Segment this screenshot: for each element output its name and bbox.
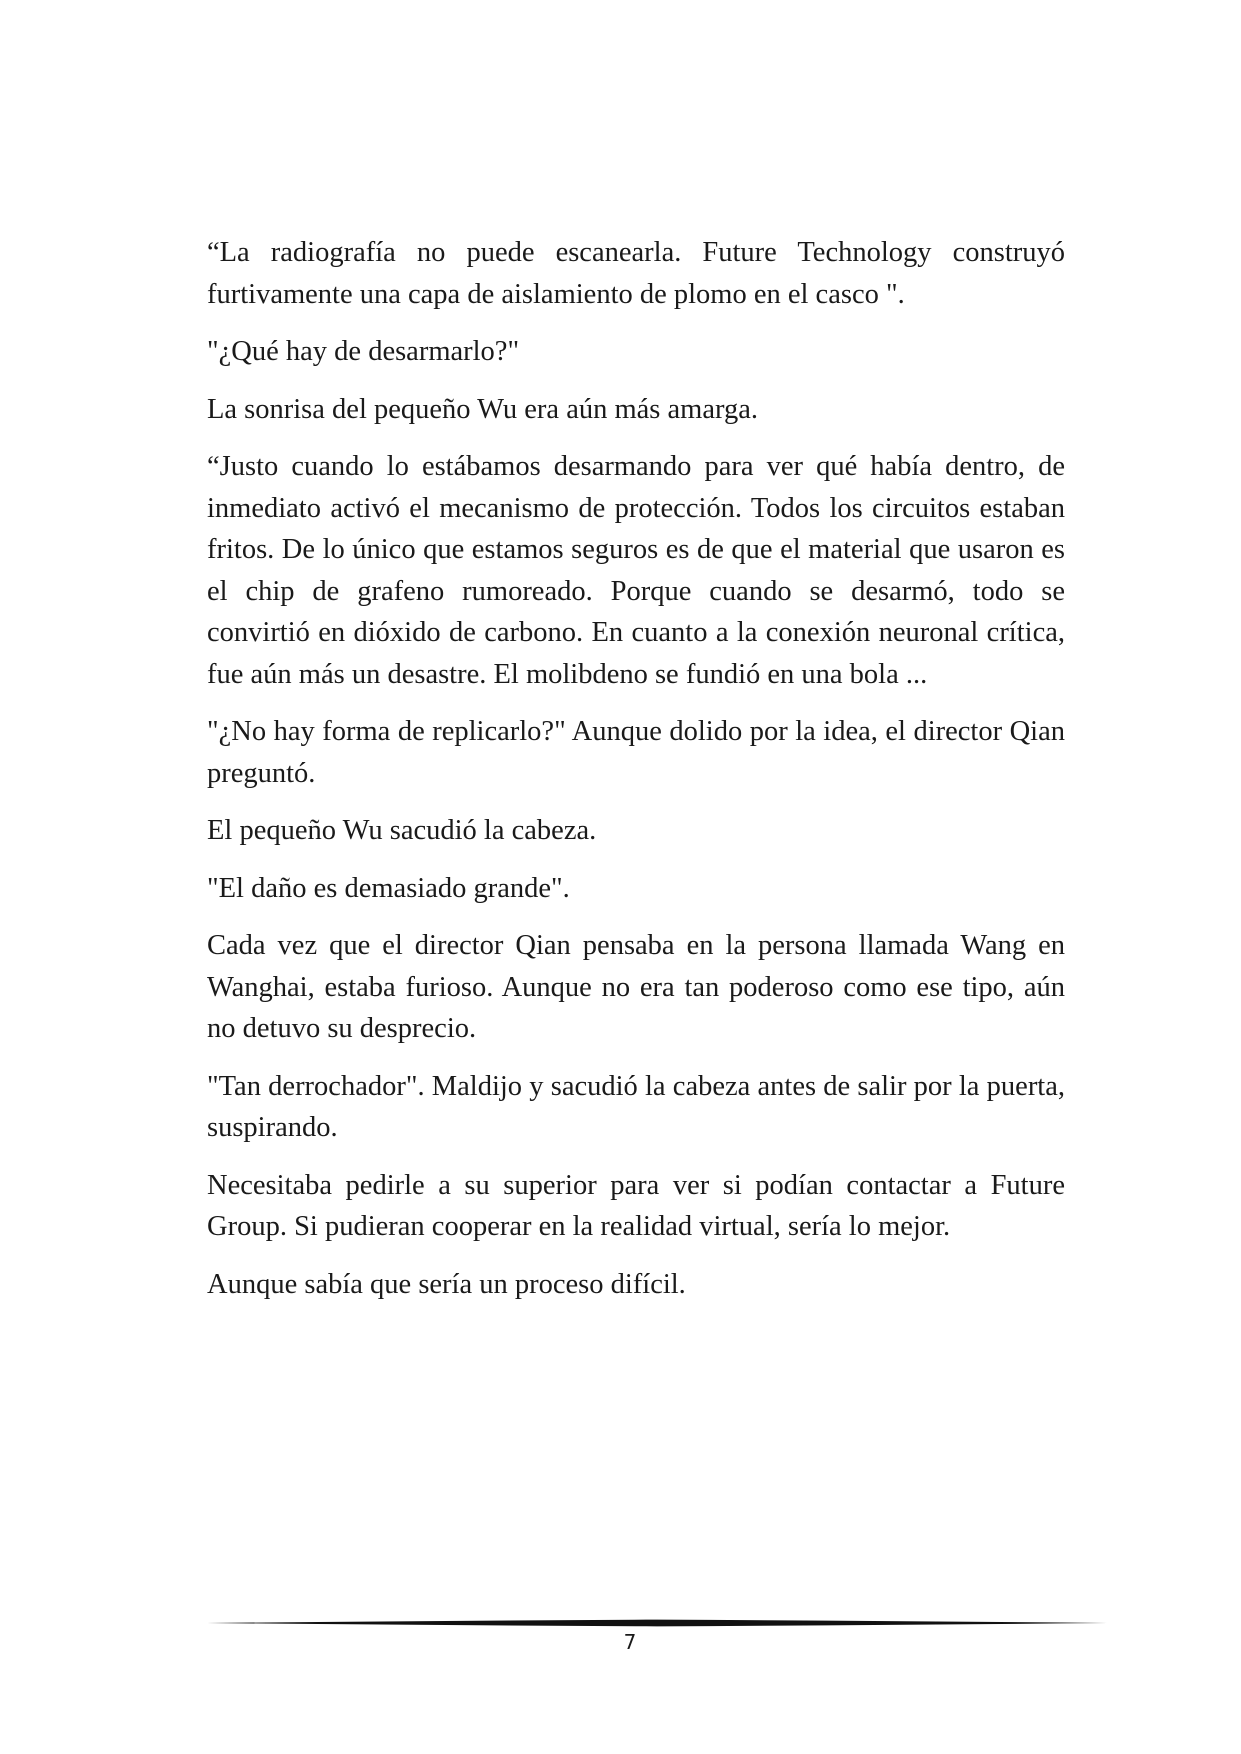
paragraph: La sonrisa del pequeño Wu era aún más amarga. [207,393,758,425]
paragraph: Cada vez que el director Qian pensaba en la persona llamada Wang en Wanghai, estaba furioso. Aunque no era tan poderoso como ese tipo, aún no detuvo su desprecio. [207,930,1065,1044]
paragraph: “La radiografía no puede escanearla. Future Technology construyó furtivamente una capa de aislamiento de plomo en el casco ". [207,237,1065,310]
paragraph: “Justo cuando lo estábamos desarmando para ver qué había dentro, de inmediato activó el mecanismo de protección. Todos los circuitos estaban fritos. De lo único que estamos seguros es de que el material que usaron es el chip de grafeno rumoreado. Porque cuando se desarmó, todo se convirtió en dióxido de carbono. En cuanto a la conexión neuronal crítica, fue aún más un desastre. El molibdeno se fundió en una bola ... [207,451,1065,690]
paragraph: Aunque sabía que sería un proceso difícil. [207,1268,686,1300]
footer-divider [207,1618,1107,1628]
paragraph: Necesitaba pedirle a su superior para ver si podían contactar a Future Group. Si pudieran cooperar en la realidad virtual, sería lo mejor. [207,1169,1065,1242]
paragraph: "El daño es demasiado grande". [207,872,570,904]
page-number: 7 [623,1630,637,1654]
body-text [207,232,1065,1321]
paragraph: "¿Qué hay de desarmarlo?" [207,336,520,367]
paragraph: "¿No hay forma de replicarlo?" Aunque dolido por la idea, el director Qian preguntó. [207,716,1065,789]
paragraph: "Tan derrochador". Maldijo y sacudió la cabeza antes de salir por la puerta, suspirando. [207,1070,1065,1143]
paragraph: El pequeño Wu sacudió la cabeza. [207,815,597,846]
